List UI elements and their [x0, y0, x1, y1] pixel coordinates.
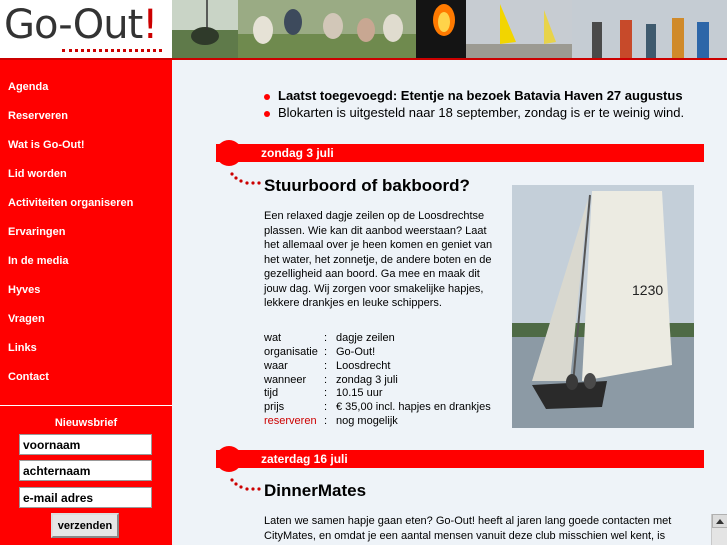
nav-lid-worden[interactable]: Lid worden	[8, 168, 67, 180]
announcement-latest[interactable]: Laatst toegevoegd: Etentje na bezoek Batavia Haven 27 augustus	[278, 88, 683, 103]
nav-contact[interactable]: Contact	[8, 371, 49, 383]
logo-dots	[62, 49, 162, 53]
event1-detail-waar: waar : Loosdrecht	[264, 360, 391, 372]
nav-vragen[interactable]: Vragen	[8, 313, 45, 325]
newsletter-firstname-input[interactable]	[19, 434, 152, 455]
event1-detail-wanneer: wanneer : zondag 3 juli	[264, 374, 398, 386]
event1-detail-prijs: prijs : € 35,00 incl. hapjes en drankjes	[264, 401, 491, 413]
nav-links[interactable]: Links	[8, 342, 37, 354]
header-photo-blokart	[466, 0, 572, 58]
main-content	[172, 60, 727, 545]
nav-agenda[interactable]: Agenda	[8, 81, 49, 93]
logo-text: Go-Out!	[4, 2, 158, 48]
event2-date: zaterdag 16 juli	[261, 452, 348, 466]
newsletter-submit-button[interactable]: verzenden	[51, 513, 119, 538]
nav-wat-is-go-out[interactable]: Wat is Go-Out!	[8, 139, 85, 151]
nav-reserveren[interactable]: Reserveren	[8, 110, 68, 122]
header-photo-climbing	[172, 0, 238, 58]
nav-activiteiten-organiseren[interactable]: Activiteiten organiseren	[8, 197, 134, 209]
logo[interactable]	[0, 0, 172, 58]
nav-ervaringen[interactable]: Ervaringen	[8, 226, 66, 238]
sidebar-divider	[0, 405, 172, 406]
newsletter-email-input[interactable]	[19, 487, 152, 508]
header-photo-picnic	[238, 0, 416, 58]
scroll-up-icon[interactable]	[712, 514, 727, 528]
event2-description: Laten we samen hapje gaan eten? Go-Out! heeft al jaren lang goede contacten met CityMates, en omdat je een aantal mensen vanuit deze club misschien wel kent, is	[264, 515, 672, 542]
bullet-icon	[264, 94, 270, 100]
date-circle-icon	[216, 446, 242, 472]
announcement-blokarten: Blokarten is uitgesteld naar 18 september, zondag is er te weinig wind.	[278, 105, 685, 120]
dots-icon	[230, 172, 262, 186]
header-photo-group	[572, 0, 727, 58]
header	[0, 0, 727, 60]
event1-detail-organisatie: organisatie : Go-Out!	[264, 346, 376, 358]
event1-detail-wat: wat : dagje zeilen	[264, 332, 395, 344]
nav-in-de-media[interactable]: In de media	[8, 255, 69, 267]
event1-date: zondag 3 juli	[261, 146, 334, 160]
sailboat-photo	[512, 185, 694, 428]
dots-icon	[230, 478, 262, 492]
bullet-icon	[264, 111, 270, 117]
event1-description: Een relaxed dagje zeilen op de Loosdrechtse plassen. Wie kan dit aanbod weerstaan? Laat het allemaal over je heen komen en geniet van het water, het zonnetje, de andere boten en de gezelligheid aan boord. Ga mee en maak dit jouw dag. Wij zorgen voor smakelijke hapjes, lekkere drankjes en leuke schippers.	[264, 210, 493, 309]
newsletter-lastname-input[interactable]	[19, 460, 152, 481]
event1-detail-tijd: tijd : 10.15 uur	[264, 387, 383, 399]
event1-reserveren-link[interactable]: reserveren	[264, 415, 317, 427]
event1-detail-reserveren: reserveren : nog mogelijk	[264, 415, 398, 427]
event2-title[interactable]: DinnerMates	[264, 481, 367, 500]
date-circle-icon	[216, 140, 242, 166]
sail-number: 1230	[632, 282, 664, 298]
sidebar	[0, 60, 172, 545]
scrollbar[interactable]	[711, 514, 727, 545]
header-photo-fire	[416, 0, 466, 58]
nav-hyves[interactable]: Hyves	[8, 284, 41, 296]
newsletter-title: Nieuwsbrief	[54, 417, 118, 429]
event1-title[interactable]: Stuurboord of bakboord?	[264, 176, 470, 195]
